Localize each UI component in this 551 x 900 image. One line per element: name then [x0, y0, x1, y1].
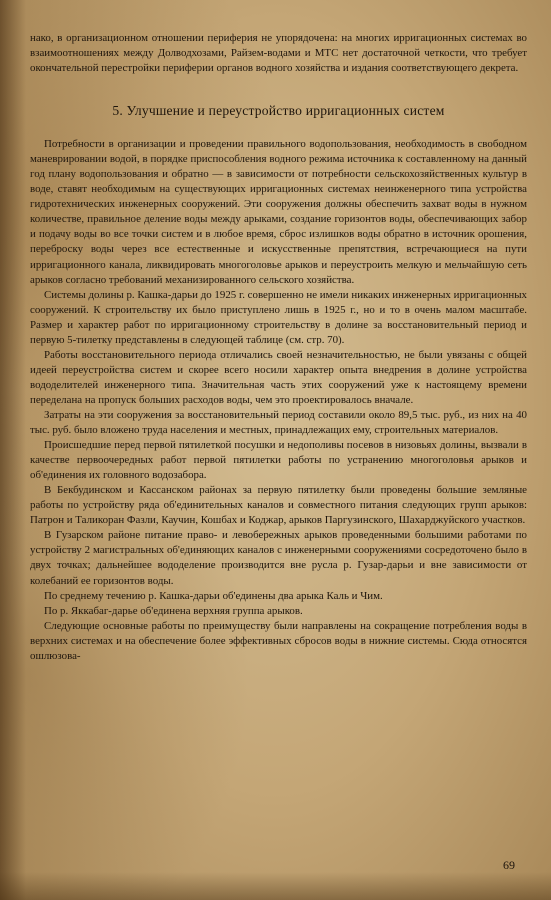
section-title: 5. Улучшение и переустройство ирригационных систем — [112, 103, 445, 119]
paragraph-intro: нако, в организационном отношении периферия не упорядочена: на многих ирригационных системах во взаимоотношениях между Долводхозами, Райзем-водами и МТС нет достаточной четкости, что требует окончательной перестройки периферии органов водного хозяйства и издания соответствующего декрета. — [30, 32, 527, 75]
paragraph-5: Происшедшие перед первой пятилеткой посушки и недополивы посевов в низовьях долины, вызвали в качестве первоочередных работ первой пятилетки работы по устранению многоголовья арыков и об'единения их головного водозабора. — [30, 439, 527, 482]
paragraph-9: По р. Яккабаг-дарье об'единена верхняя группа арыков. — [44, 604, 303, 617]
paragraph-8: По среднему течению р. Кашка-дарьи об'единены два арыка Каль и Чим. — [44, 589, 383, 602]
page-number: 69 — [503, 858, 515, 872]
paragraph-10: Следующие основные работы по преимуществу были направлены на сокращение потребления воды в верхних системах и на обеспечение более эффективных сбросов воды в нижние системы. Сюда относятся ошлюзова- — [30, 619, 527, 662]
paragraph-7: В Гузарском районе питание право- и левобережных арыков проведенными большими работами по устройству 2 магистральных об'единяющих каналов с инженерными сооружениями сосредоточено было в двух точках; дальнейшее вододеление производится вне русла р. Гузар-дарьи и вне зависимости от колебаний ее горизонтов воды. — [30, 529, 527, 587]
paragraph-1: Потребности в организации и проведении правильного водопользования, необходимость в свободном маневрировании водой, в порядке приспособления водного режима источника к составленному на данный год плану водопользования и обратно — в зависимости от потребности сельскохозяйственных культур в воде, ставят необходимым на существующих ирригационных системах неинженерного типа устройства гидротехнических инженерных сооружений. Эти сооружения должны обеспечить захват воды в нужном количестве, правильное деление воды между арыками, создание горизонтов воды, обеспечивающих забор и подачу воды во все точки систем и в любое время, сброс излишков воды обратно в источник орошения, переброску воды через все естественные и искусственные препятствия, встречающиеся на пути ирригационного канала, ликвидировать многоголовье арыков и переустроить мелкую и мельчайшую сеть арыков согласно требований механизированного сельского хозяйства. — [30, 138, 527, 286]
paragraph-3: Работы восстановительного периода отличались своей незначительностью, не были увязаны с общей идеей переустройства систем и скорее всего носили характер опыта внедрения в долине устройства вододелителей инженерного типа. Значительная часть этих сооружений уже к настоящему времени переделана на пропуск больших расходов воды, чем это проектировалось вначале. — [30, 348, 527, 406]
paragraph-4: Затраты на эти сооружения за восстановительный период составили около 89,5 тыс. руб., из них на 40 тыс. руб. было вложено труда населения и местных, принадлежащих ему, строительных материалов. — [30, 408, 527, 437]
paragraph-6: В Бекбудинском и Кассанском районах за первую пятилетку были проведены большие земляные работы по устройству ряда об'единительных каналов и совместного питания следующих групп арыков: Патрон и Таликоран Фазли, Каучин, Кошбах и Коджар, арыков Паргузинского, Шахарджуйского участков. — [30, 484, 527, 527]
paragraph-2: Системы долины р. Кашка-дарьи до 1925 г. совершенно не имели никаких инженерных ирригационных сооружений. К строительству их было приступлено лишь в 1925 г., но и то в очень малом масштабе. Размер и характер работ по ирригационному строительству в долине за восстановительный период и первую 5-тилетку представлены в следующей таблице (см. стр. 70). — [30, 288, 527, 346]
